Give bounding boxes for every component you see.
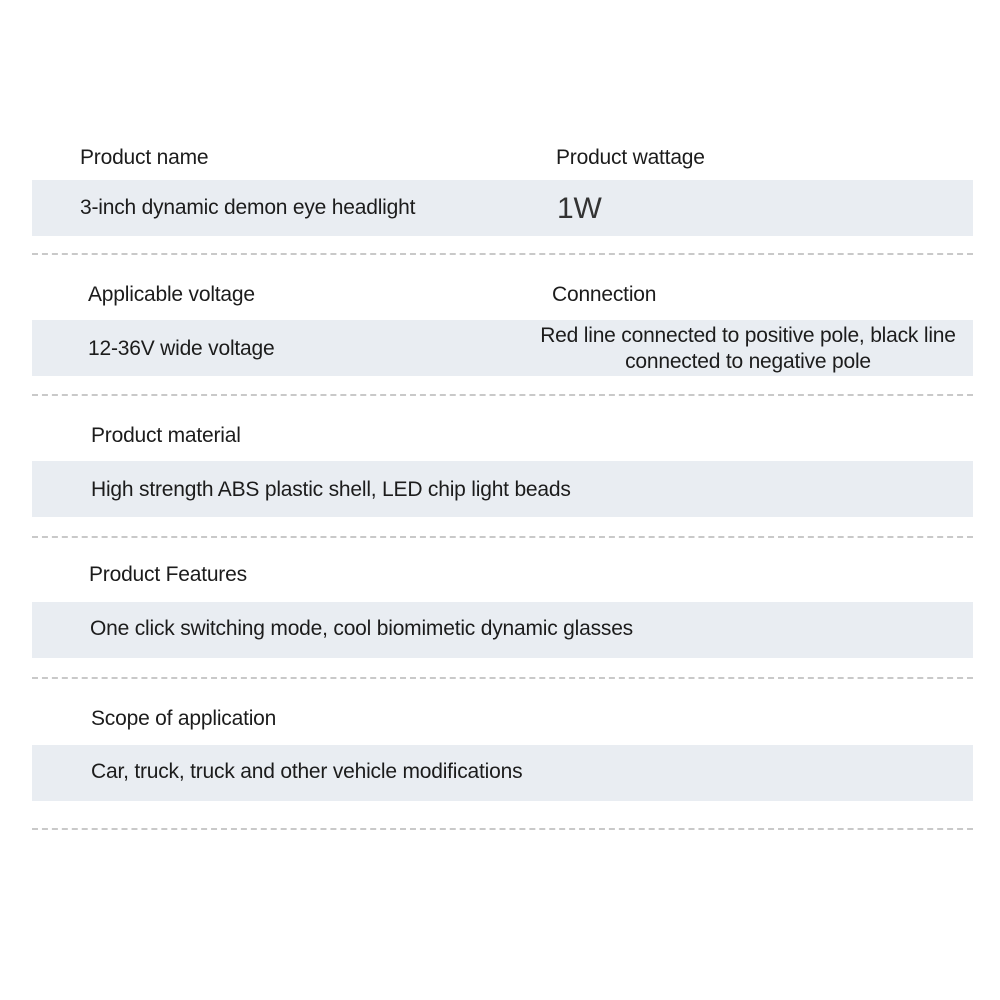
product-wattage-value: 1W [557,192,602,225]
product-features-value: One click switching mode, cool biomimetic dynamic glasses [90,617,633,640]
applicable-voltage-label: Applicable voltage [88,283,255,306]
connection-label: Connection [552,283,657,306]
connection-value: Red line connected to positive pole, black line connected to negative pole [540,324,956,373]
row-divider [32,394,973,396]
product-material-value: High strength ABS plastic shell, LED chip light beads [91,478,571,501]
product-wattage-label: Product wattage [556,146,705,169]
applicable-voltage-value: 12-36V wide voltage [88,337,275,360]
product-name-value: 3-inch dynamic demon eye headlight [80,196,416,219]
row-divider [32,828,973,830]
product-material-label: Product material [91,424,241,447]
product-name-label: Product name [80,146,209,169]
scope-of-application-value: Car, truck, truck and other vehicle modifications [91,760,523,783]
scope-of-application-label: Scope of application [91,707,277,730]
row-divider [32,536,973,538]
product-features-label: Product Features [89,563,247,586]
row-divider [32,677,973,679]
row-divider [32,253,973,255]
